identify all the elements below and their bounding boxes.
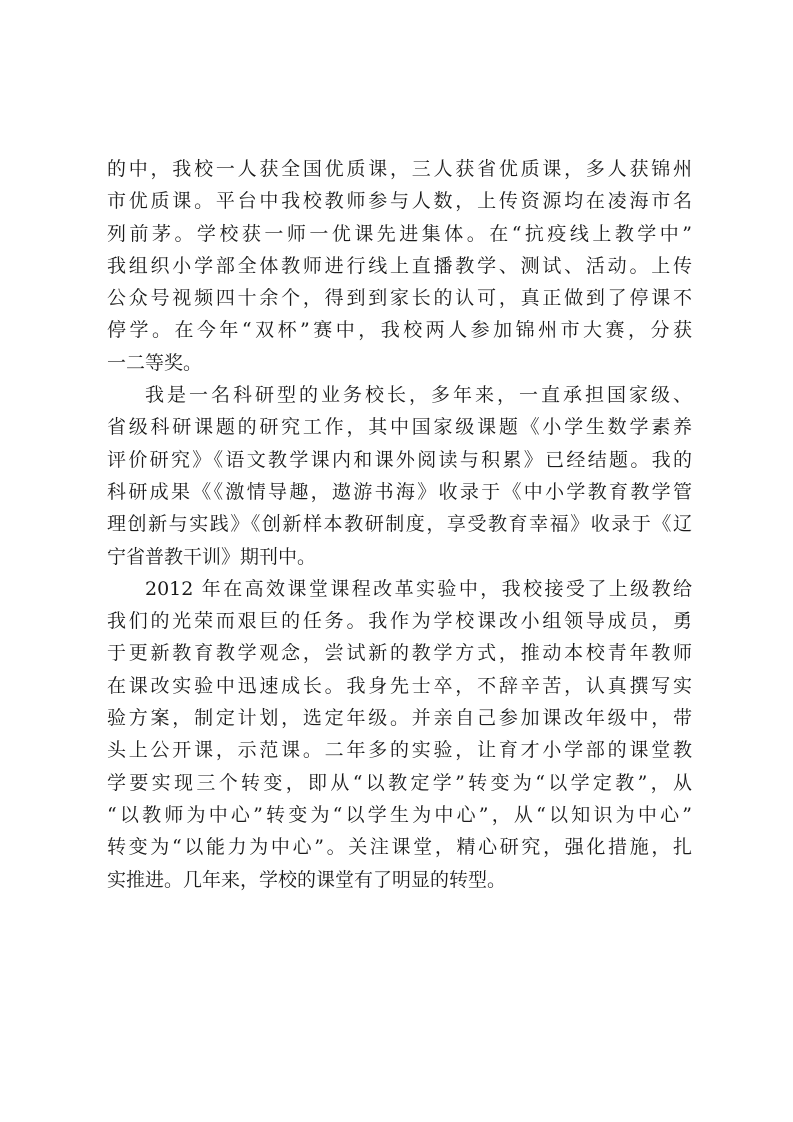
text-line: 市优质课。平台中我校教师参与人数，上传资源均在凌海市名 — [107, 190, 692, 213]
paragraph-1 — [107, 153, 692, 379]
document-body — [107, 153, 692, 896]
text-line: 省级科研课题的研究工作，其中国家级课题《小学生数学素养 — [107, 416, 692, 439]
text-line: 在课改实验中迅速成长。我身先士卒，不辞辛苦，认真撰写实 — [107, 674, 692, 697]
text-line: 我们的光荣而艰巨的任务。我作为学校课改小组领导成员，勇 — [107, 610, 692, 633]
text-line: 理创新与实践》《创新样本教研制度，享受教育幸福》收录于《辽 — [107, 513, 692, 536]
text-line: 实推进。几年来，学校的课堂有了明显的转型。 — [107, 868, 507, 891]
text-line: 公众号视频四十余个，得到到家长的认可，真正做到了停课不 — [107, 287, 692, 310]
text-line: 我是一名科研型的业务校长，多年来，一直承担国家级、 — [145, 384, 692, 407]
text-line: 转变为“以能力为中心”。关注课堂，精心研究，强化措施，扎 — [107, 836, 692, 859]
text-line: 的中，我校一人获全国优质课，三人获省优质课，多人获锦州 — [107, 158, 692, 180]
paragraph-2 — [107, 379, 692, 573]
text-line: 宁省普教干训》期刊中。 — [107, 545, 317, 568]
text-line: 列前茅。学校获一师一优课先进集体。在“抗疫线上教学中” — [107, 222, 692, 245]
text-line: 评价研究》《语文教学课内和课外阅读与积累》已经结题。我的 — [107, 448, 692, 471]
text-line: “以教师为中心”转变为“以学生为中心”，从“以知识为中心” — [107, 803, 692, 826]
text-line: 于更新教育教学观念，尝试新的教学方式，推动本校青年教师 — [107, 642, 692, 665]
text-line: 2012 年在高效课堂课程改革实验中，我校接受了上级教给 — [145, 577, 692, 600]
text-line: 学要实现三个转变，即从“以教定学”转变为“以学定教”，从 — [107, 771, 692, 794]
text-line: 验方案，制定计划，选定年级。并亲自己参加课改年级中，带 — [107, 707, 692, 730]
text-line: 停学。在今年“双杯”赛中，我校两人参加锦州市大赛，分获 — [107, 319, 692, 342]
text-line: 我组织小学部全体教师进行线上直播教学、测试、活动。上传 — [107, 254, 692, 277]
text-line: 科研成果《《激情导趣，遨游书海》收录于《中小学教育教学管 — [107, 480, 692, 503]
text-line: 一二等奖。 — [107, 351, 203, 374]
text-line: 头上公开课，示范课。二年多的实验，让育才小学部的课堂教 — [107, 739, 692, 762]
paragraph-3 — [107, 573, 692, 896]
